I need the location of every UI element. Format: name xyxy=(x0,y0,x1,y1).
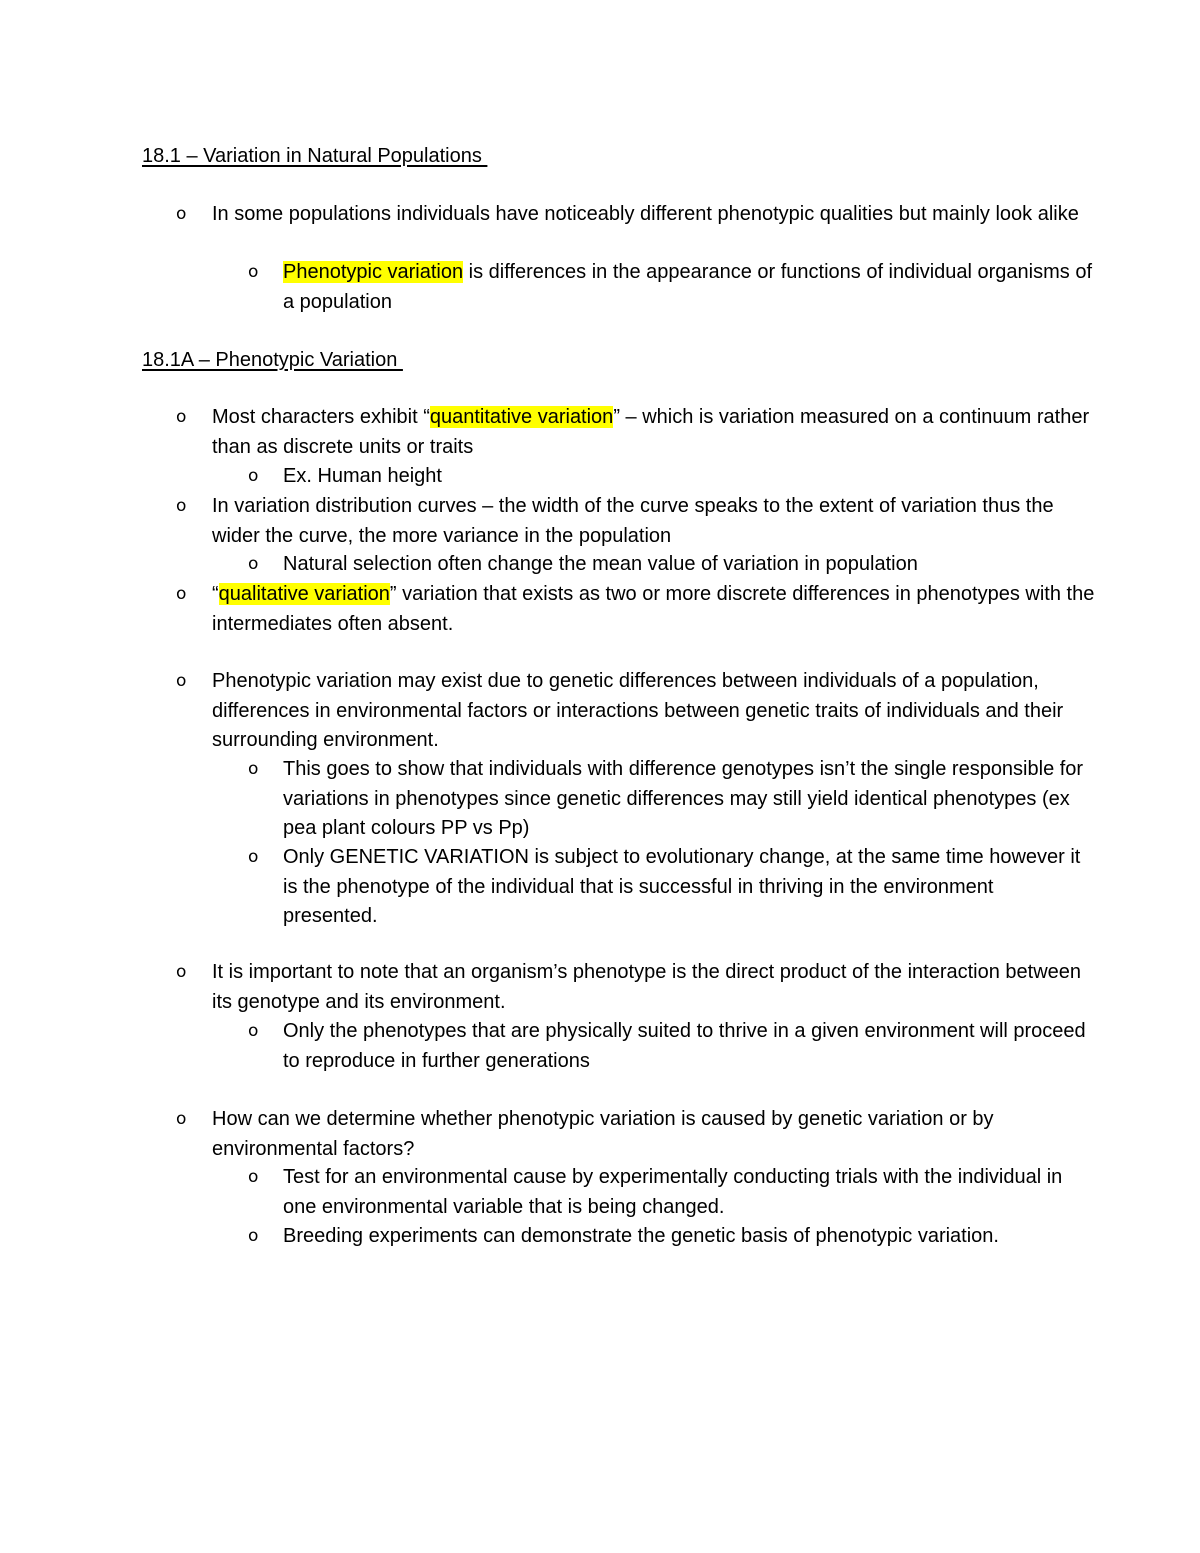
bullet-marker: o xyxy=(176,671,187,691)
highlighted-term: quantitative variation xyxy=(429,406,614,428)
list-item: In variation distribution curves – the width of the curve speaks to the extent of variation thus the wider the curve, the more variance in the population xyxy=(212,495,1054,547)
list-item: Breeding experiments can demonstrate the genetic basis of phenotypic variation. xyxy=(283,1225,999,1247)
list-item: Most characters exhibit “quantitative variation” – which is variation measured on a continuum rather than as discrete units or traits xyxy=(212,406,1090,458)
bullet-marker: o xyxy=(176,1109,187,1129)
list-item: This goes to show that individuals with difference genotypes isn’t the single responsible for variations in phenotypes since genetic differences may still yield identical phenotypes (ex pea plant colours PP vs Pp) xyxy=(283,758,1084,839)
list-item: Phenotypic variation is differences in the appearance or functions of individual organisms of a population xyxy=(283,261,1092,313)
bullet-marker: o xyxy=(248,262,259,282)
list-item: How can we determine whether phenotypic variation is caused by genetic variation or by environmental factors? xyxy=(212,1108,994,1160)
list-item: “qualitative variation” variation that exists as two or more discrete differences in phenotypes with the intermediates often absent. xyxy=(212,583,1095,635)
bullet-marker: o xyxy=(248,847,259,867)
list-item: In some populations individuals have noticeably different phenotypic qualities but mainly look alike xyxy=(212,203,1079,225)
bullet-marker: o xyxy=(176,962,187,982)
bullet-marker: o xyxy=(176,407,187,427)
bullet-marker: o xyxy=(248,1226,259,1246)
bullet-marker: o xyxy=(248,554,259,574)
bullet-marker: o xyxy=(248,1021,259,1041)
bullet-marker: o xyxy=(176,204,187,224)
bullet-marker: o xyxy=(176,584,187,604)
list-item: Natural selection often change the mean value of variation in population xyxy=(283,553,918,575)
section-heading-18-1a: 18.1A – Phenotypic Variation xyxy=(142,349,403,371)
list-item: Ex. Human height xyxy=(283,465,442,487)
bullet-marker: o xyxy=(248,466,259,486)
section-heading-18-1: 18.1 – Variation in Natural Populations xyxy=(142,145,488,167)
bullet-marker: o xyxy=(248,759,259,779)
bullet-marker: o xyxy=(176,496,187,516)
list-item: Test for an environmental cause by experimentally conducting trials with the individual in one environmental variable that is being changed. xyxy=(283,1166,1063,1218)
list-item: Phenotypic variation may exist due to genetic differences between individuals of a population, differences in environmental factors or interactions between genetic traits of individuals and their surrounding environment. xyxy=(212,670,1064,751)
list-item: Only the phenotypes that are physically suited to thrive in a given environment will proceed to reproduce in further generations xyxy=(283,1020,1086,1072)
list-item: Only GENETIC VARIATION is subject to evolutionary change, at the same time however it is the phenotype of the individual that is successful in thriving in the environment presented. xyxy=(283,846,1081,927)
highlighted-term: qualitative variation xyxy=(218,583,390,605)
bullet-marker: o xyxy=(248,1167,259,1187)
highlighted-term: Phenotypic variation xyxy=(283,261,464,283)
list-item: It is important to note that an organism’s phenotype is the direct product of the interaction between its genotype and its environment. xyxy=(212,961,1082,1013)
